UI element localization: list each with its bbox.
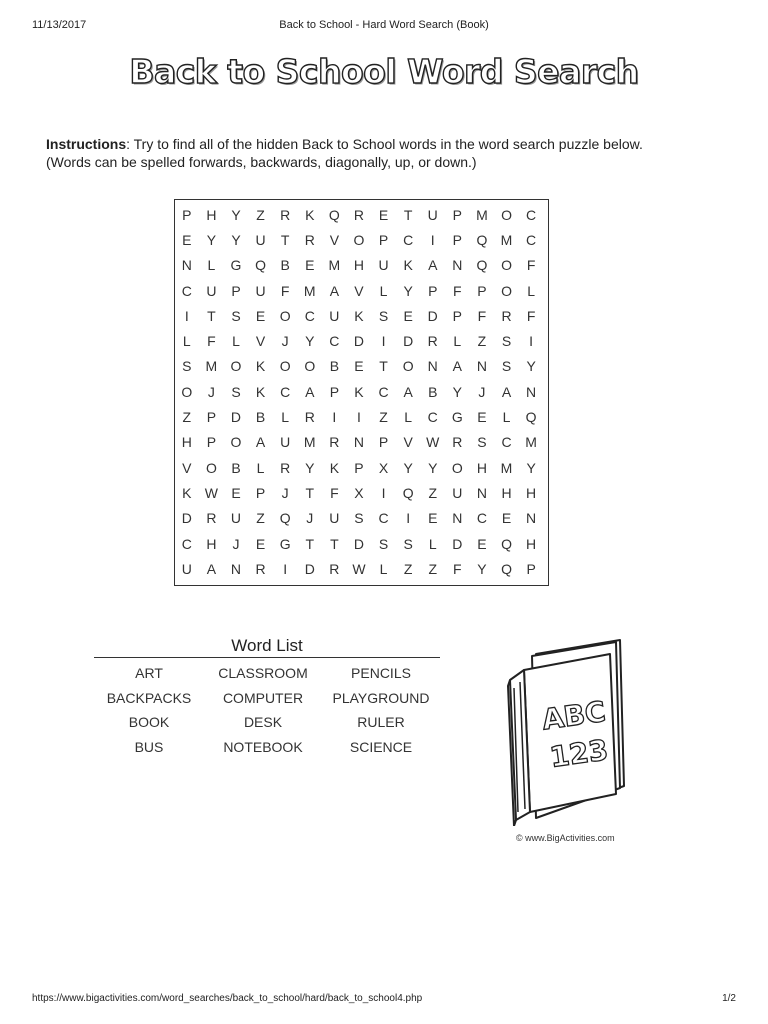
grid-letter: N bbox=[476, 484, 487, 501]
grid-letter: D bbox=[304, 560, 315, 577]
grid-letter: R bbox=[255, 560, 266, 577]
word-list-item: BUS bbox=[134, 738, 164, 755]
grid-letter: P bbox=[452, 206, 462, 223]
word-list-item: SCIENCE bbox=[349, 738, 413, 755]
grid-letter: Q bbox=[525, 409, 537, 426]
book-cover-line2: 123 bbox=[547, 733, 611, 775]
grid-letter: A bbox=[305, 383, 315, 400]
grid-letter: O bbox=[230, 358, 242, 375]
grid-letter: N bbox=[230, 560, 242, 577]
grid-letter: S bbox=[477, 434, 487, 451]
grid-letter: T bbox=[379, 358, 388, 375]
grid-letter: C bbox=[476, 510, 487, 527]
grid-letter: P bbox=[378, 231, 389, 248]
grid-letter: Y bbox=[403, 282, 413, 299]
grid-letter: Y bbox=[231, 206, 241, 223]
grid-letter: S bbox=[501, 333, 512, 350]
grid-letter: Y bbox=[206, 231, 217, 248]
grid-row bbox=[175, 379, 548, 404]
word-list-item: ART bbox=[135, 665, 163, 681]
grid-letter: P bbox=[354, 459, 364, 476]
grid-letter: F bbox=[330, 484, 339, 501]
grid-letter: I bbox=[381, 333, 386, 350]
grid-letter: O bbox=[501, 206, 512, 223]
grid-letter: U bbox=[280, 434, 291, 451]
grid-letter: M bbox=[476, 206, 488, 223]
instructions-label: Instructions bbox=[46, 136, 127, 152]
word-list-item: BACKPACKS bbox=[106, 689, 192, 706]
grid-letter: D bbox=[403, 333, 414, 350]
grid-letter: T bbox=[280, 231, 290, 248]
grid-letter: I bbox=[184, 307, 189, 324]
grid-letter: Q bbox=[501, 535, 512, 552]
grid-letter: N bbox=[181, 257, 192, 274]
grid-letter: Y bbox=[526, 459, 536, 476]
grid-letter: P bbox=[378, 434, 389, 451]
grid-row bbox=[175, 303, 548, 328]
grid-letter: Q bbox=[476, 231, 488, 248]
grid-letter: E bbox=[182, 231, 192, 248]
grid-letter: K bbox=[305, 206, 315, 223]
word-list-item: RULER bbox=[357, 714, 405, 731]
grid-letter: K bbox=[255, 358, 266, 375]
grid-letter: C bbox=[501, 434, 512, 451]
word-list-item: COMPUTER bbox=[222, 689, 304, 706]
grid-letter: R bbox=[280, 206, 291, 223]
grid-letter: A bbox=[428, 257, 438, 274]
grid-letter: A bbox=[501, 383, 512, 400]
grid-letter: F bbox=[207, 333, 216, 350]
page-title: Back to School Word Search bbox=[129, 52, 639, 91]
grid-letter: C bbox=[403, 231, 414, 248]
grid-letter: E bbox=[428, 510, 438, 527]
grid-letter: V bbox=[255, 333, 266, 350]
grid-letter: Q bbox=[279, 510, 291, 527]
book-cover-line1: ABC bbox=[540, 694, 608, 737]
grid-letter: K bbox=[354, 307, 364, 324]
grid-letter: Q bbox=[402, 484, 414, 501]
grid-letter: L bbox=[379, 282, 388, 299]
grid-letter: C bbox=[526, 206, 537, 223]
grid-letter: J bbox=[281, 484, 289, 501]
grid-letter: F bbox=[477, 307, 487, 324]
grid-letter: K bbox=[403, 257, 413, 274]
footer-url: https://www.bigactivities.com/word_searches/back_to_school/hard/back_to_school4.php bbox=[32, 993, 423, 1004]
grid-row bbox=[175, 253, 548, 278]
grid-letter: G bbox=[230, 257, 242, 274]
grid-letter: C bbox=[526, 231, 537, 248]
grid-letter: H bbox=[353, 257, 365, 274]
grid-letter: I bbox=[381, 484, 386, 501]
grid-letter: R bbox=[304, 231, 315, 248]
grid-letter: D bbox=[230, 409, 242, 426]
grid-letter: P bbox=[452, 307, 462, 324]
grid-letter: U bbox=[255, 282, 266, 299]
grid-letter: S bbox=[231, 383, 241, 400]
grid-letter: P bbox=[452, 231, 462, 248]
grid-letter: W bbox=[352, 560, 366, 577]
grid-letter: O bbox=[279, 307, 291, 324]
grid-letter: L bbox=[453, 333, 462, 350]
grid-letter: R bbox=[353, 206, 365, 223]
grid-letter: M bbox=[303, 282, 316, 299]
grid-letter: J bbox=[478, 383, 486, 400]
grid-letter: U bbox=[378, 257, 389, 274]
grid-letter: R bbox=[427, 333, 438, 350]
print-header-title: Back to School - Hard Word Search (Book) bbox=[279, 19, 489, 31]
word-list-item: BOOK bbox=[128, 714, 170, 731]
grid-letter: R bbox=[206, 510, 217, 527]
grid-letter: T bbox=[330, 535, 339, 552]
grid-letter: B bbox=[231, 459, 241, 476]
grid-letter: P bbox=[428, 282, 438, 299]
grid-letter: C bbox=[280, 383, 291, 400]
grid-letter: V bbox=[329, 231, 340, 248]
grid-row bbox=[175, 278, 548, 303]
book-illustration bbox=[498, 626, 638, 826]
grid-letter: O bbox=[353, 231, 365, 248]
grid-letter: M bbox=[328, 257, 341, 274]
grid-letter: B bbox=[329, 358, 340, 375]
grid-letter: N bbox=[427, 358, 438, 375]
grid-letter: Y bbox=[305, 459, 315, 476]
grid-letter: P bbox=[182, 206, 192, 223]
grid-letter: Y bbox=[526, 358, 536, 375]
grid-letter: Y bbox=[477, 560, 487, 577]
grid-letter: N bbox=[452, 510, 463, 527]
grid-letter: H bbox=[526, 535, 537, 552]
grid-letter: E bbox=[231, 484, 241, 501]
grid-letter: U bbox=[181, 560, 192, 577]
grid-letter: Q bbox=[255, 257, 267, 274]
word-list-item: PLAYGROUND bbox=[332, 689, 430, 706]
grid-letter: Q bbox=[476, 257, 488, 274]
grid-letter: U bbox=[427, 206, 438, 223]
instructions-text: : Try to find all of the hidden Back to School words in the word search puzzle below. bbox=[126, 136, 643, 152]
print-date: 11/13/2017 bbox=[32, 19, 87, 31]
grid-letter: A bbox=[452, 358, 462, 375]
grid-letter: L bbox=[182, 333, 191, 350]
grid-letter: J bbox=[232, 535, 240, 552]
grid-row bbox=[175, 430, 548, 455]
grid-letter: J bbox=[281, 333, 289, 350]
grid-letter: K bbox=[255, 383, 266, 400]
grid-letter: F bbox=[453, 282, 462, 299]
grid-letter: Z bbox=[403, 560, 413, 577]
grid-letter: F bbox=[526, 307, 536, 324]
grid-letter: P bbox=[206, 434, 217, 451]
grid-letter: W bbox=[204, 484, 218, 501]
grid-letter: O bbox=[402, 358, 414, 375]
grid-letter: S bbox=[403, 535, 413, 552]
grid-letter: T bbox=[305, 535, 315, 552]
grid-letter: N bbox=[526, 510, 537, 527]
grid-row bbox=[175, 328, 548, 353]
grid-letter: E bbox=[378, 206, 389, 223]
grid-letter: C bbox=[329, 333, 340, 350]
grid-letter: J bbox=[306, 510, 314, 527]
grid-letter: Y bbox=[428, 459, 438, 476]
grid-letter: U bbox=[329, 510, 340, 527]
grid-letter: Y bbox=[231, 231, 241, 248]
word-list-item: NOTEBOOK bbox=[223, 738, 303, 755]
grid-row bbox=[175, 506, 548, 531]
grid-letter: E bbox=[477, 535, 487, 552]
grid-letter: W bbox=[426, 434, 440, 451]
grid-letter: M bbox=[500, 459, 513, 476]
grid-letter: B bbox=[255, 409, 266, 426]
word-list-item: DESK bbox=[243, 714, 283, 731]
grid-letter: D bbox=[427, 307, 438, 324]
grid-letter: Z bbox=[428, 560, 438, 577]
grid-letter: A bbox=[255, 434, 266, 451]
grid-letter: Z bbox=[428, 484, 438, 501]
grid-letter: M bbox=[500, 231, 513, 248]
grid-letter: F bbox=[526, 257, 536, 274]
grid-letter: H bbox=[206, 206, 217, 223]
grid-letter: E bbox=[305, 257, 315, 274]
grid-letter: E bbox=[255, 307, 266, 324]
grid-letter: M bbox=[525, 434, 537, 451]
grid-letter: S bbox=[378, 535, 389, 552]
grid-letter: O bbox=[501, 257, 512, 274]
footer-page-number: 1/2 bbox=[722, 993, 736, 1004]
grid-letter: U bbox=[329, 307, 340, 324]
grid-row bbox=[175, 354, 548, 379]
grid-letter: D bbox=[353, 535, 365, 552]
grid-letter: S bbox=[182, 358, 192, 375]
grid-letter: N bbox=[353, 434, 365, 451]
grid-letter: C bbox=[378, 383, 389, 400]
grid-letter: V bbox=[354, 282, 364, 299]
grid-row bbox=[175, 480, 548, 505]
grid-letter: C bbox=[378, 510, 389, 527]
grid-letter: C bbox=[427, 409, 438, 426]
grid-letter: O bbox=[501, 282, 512, 299]
grid-letter: Z bbox=[182, 409, 192, 426]
grid-letter: Y bbox=[305, 333, 315, 350]
grid-letter: R bbox=[329, 560, 340, 577]
grid-letter: P bbox=[231, 282, 241, 299]
grid-row bbox=[175, 202, 548, 227]
grid-row bbox=[175, 531, 548, 556]
grid-letter: L bbox=[281, 409, 290, 426]
grid-letter: V bbox=[403, 434, 413, 451]
grid-letter: R bbox=[452, 434, 463, 451]
grid-letter: C bbox=[181, 282, 192, 299]
grid-letter: N bbox=[526, 383, 537, 400]
grid-letter: C bbox=[304, 307, 315, 324]
grid-letter: X bbox=[378, 459, 389, 476]
grid-letter: P bbox=[477, 282, 487, 299]
grid-row bbox=[175, 455, 548, 480]
grid-letter: E bbox=[403, 307, 413, 324]
grid-letter: T bbox=[207, 307, 216, 324]
grid-letter: A bbox=[329, 282, 340, 299]
grid-letter: D bbox=[452, 535, 463, 552]
grid-letter: Y bbox=[452, 383, 462, 400]
grid-letter: U bbox=[255, 231, 266, 248]
word-list-divider bbox=[94, 657, 440, 658]
grid-letter: S bbox=[378, 307, 389, 324]
grid-letter: E bbox=[501, 510, 512, 527]
grid-letter: E bbox=[354, 358, 364, 375]
grid-letter: I bbox=[529, 333, 534, 350]
grid-letter: O bbox=[451, 459, 463, 476]
grid-letter: H bbox=[526, 484, 537, 501]
grid-letter: Z bbox=[379, 409, 388, 426]
grid-letter: L bbox=[207, 257, 216, 274]
grid-letter: A bbox=[403, 383, 413, 400]
grid-letter: E bbox=[477, 409, 487, 426]
grid-row bbox=[175, 404, 548, 429]
grid-letter: N bbox=[452, 257, 463, 274]
grid-letter: Z bbox=[477, 333, 487, 350]
grid-letter: B bbox=[428, 383, 438, 400]
grid-letter: S bbox=[501, 358, 512, 375]
grid-letter: O bbox=[205, 459, 217, 476]
grid-letter: B bbox=[280, 257, 290, 274]
grid-letter: Q bbox=[501, 560, 512, 577]
grid-letter: F bbox=[453, 560, 462, 577]
grid-letter: L bbox=[256, 459, 265, 476]
grid-letter: H bbox=[206, 535, 217, 552]
grid-letter: J bbox=[207, 383, 215, 400]
grid-letter: V bbox=[182, 459, 192, 476]
grid-letter: A bbox=[206, 560, 217, 577]
grid-letter: D bbox=[353, 333, 365, 350]
word-list-heading: Word List bbox=[231, 636, 303, 655]
grid-letter: G bbox=[451, 409, 463, 426]
grid-letter: H bbox=[501, 484, 512, 501]
grid-letter: R bbox=[304, 409, 315, 426]
word-search-grid bbox=[174, 199, 549, 586]
grid-letter: L bbox=[379, 560, 388, 577]
grid-letter: S bbox=[354, 510, 364, 527]
grid-letter: Y bbox=[403, 459, 413, 476]
grid-letter: Q bbox=[328, 206, 340, 223]
grid-letter: G bbox=[279, 535, 291, 552]
grid-letter: I bbox=[406, 510, 411, 527]
grid-letter: Z bbox=[256, 510, 265, 527]
image-credit: © www.BigActivities.com bbox=[516, 833, 615, 843]
grid-letter: Z bbox=[256, 206, 265, 223]
grid-letter: P bbox=[255, 484, 266, 501]
grid-letter: U bbox=[230, 510, 242, 527]
grid-letter: I bbox=[332, 409, 337, 426]
grid-letter: N bbox=[476, 358, 487, 375]
grid-letter: E bbox=[255, 535, 266, 552]
grid-letter: O bbox=[304, 358, 316, 375]
grid-letter: T bbox=[403, 206, 413, 223]
grid-letter: X bbox=[354, 484, 364, 501]
grid-letter: R bbox=[280, 459, 291, 476]
word-list-item: CLASSROOM bbox=[218, 665, 308, 681]
grid-letter: T bbox=[305, 484, 315, 501]
grid-letter: L bbox=[527, 282, 535, 299]
grid-letter: L bbox=[502, 409, 511, 426]
grid-letter: F bbox=[280, 282, 290, 299]
grid-letter: K bbox=[182, 484, 192, 501]
grid-letter: R bbox=[501, 307, 512, 324]
grid-letter: P bbox=[526, 560, 536, 577]
grid-letter: L bbox=[428, 535, 437, 552]
grid-letter: I bbox=[430, 231, 435, 248]
grid-letter: R bbox=[329, 434, 340, 451]
grid-letter: I bbox=[357, 409, 361, 426]
word-list bbox=[94, 664, 440, 757]
grid-letter: P bbox=[329, 383, 340, 400]
word-list-item: PENCILS bbox=[351, 665, 411, 681]
grid-letter: C bbox=[181, 535, 192, 552]
grid-letter: O bbox=[279, 358, 291, 375]
grid-letter: H bbox=[181, 434, 192, 451]
grid-letter: S bbox=[231, 307, 241, 324]
grid-letter: P bbox=[206, 409, 217, 426]
grid-letter: U bbox=[452, 484, 463, 501]
grid-letter: O bbox=[230, 434, 242, 451]
grid-letter: L bbox=[232, 333, 240, 350]
grid-letter: K bbox=[354, 383, 364, 400]
grid-row bbox=[175, 227, 548, 252]
grid-letter: U bbox=[206, 282, 217, 299]
grid-letter: I bbox=[283, 560, 288, 577]
instructions-note: (Words can be spelled forwards, backwards, diagonally, up, or down.) bbox=[46, 154, 477, 170]
grid-letter: M bbox=[303, 434, 316, 451]
grid-letter: M bbox=[205, 358, 218, 375]
grid-row bbox=[175, 556, 548, 581]
grid-letter: O bbox=[181, 383, 193, 400]
grid-letter: K bbox=[329, 459, 340, 476]
grid-letter: L bbox=[404, 409, 413, 426]
grid-letter: H bbox=[476, 459, 487, 476]
instructions bbox=[46, 135, 666, 171]
grid-letter: D bbox=[181, 510, 192, 527]
